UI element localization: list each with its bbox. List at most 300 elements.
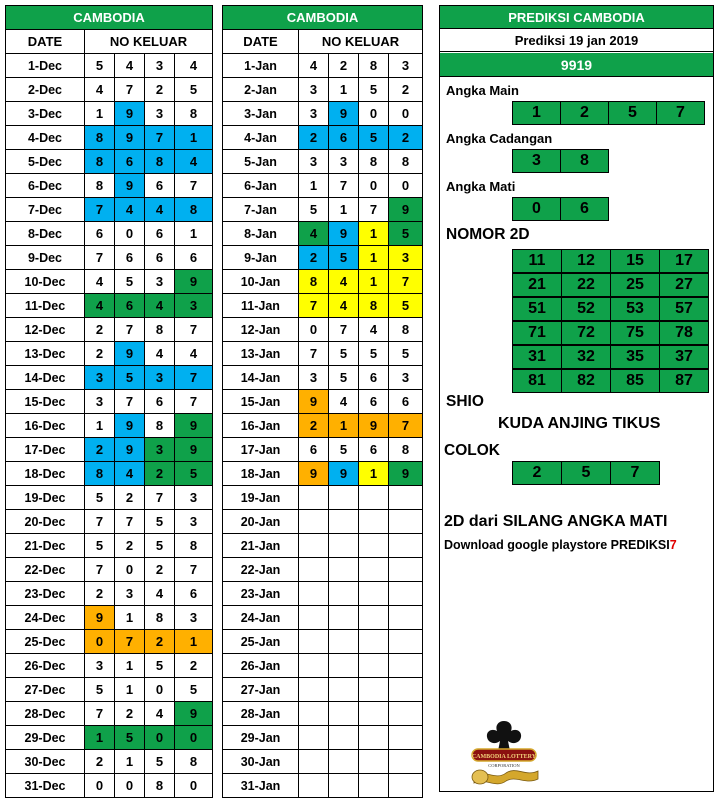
table-row bbox=[223, 726, 423, 750]
cambodia-table-dec bbox=[5, 5, 213, 798]
number-cell: 2 bbox=[299, 414, 329, 438]
nomor-2d-row bbox=[512, 249, 708, 273]
table-row bbox=[6, 246, 213, 270]
number-cell: 4 bbox=[145, 294, 175, 318]
date-cell: 22-Jan bbox=[223, 558, 299, 582]
number-cell bbox=[389, 486, 423, 510]
number-cell: 3 bbox=[145, 366, 175, 390]
number-cell: 8 bbox=[175, 534, 213, 558]
table-row bbox=[6, 222, 213, 246]
number-cell bbox=[299, 654, 329, 678]
prediction-title: PREDIKSI CAMBODIA bbox=[440, 6, 713, 29]
number-cell: 7 bbox=[175, 390, 213, 414]
number-cell: 7 bbox=[85, 510, 115, 534]
table-row bbox=[6, 270, 213, 294]
number-cell: 1 bbox=[329, 414, 359, 438]
number-cell: 8 bbox=[175, 198, 213, 222]
number-cell bbox=[329, 606, 359, 630]
number-cell: 8 bbox=[359, 54, 389, 78]
number-cell: 1 bbox=[85, 726, 115, 750]
date-cell: 11-Dec bbox=[6, 294, 85, 318]
number-cell: 3 bbox=[85, 390, 115, 414]
nomor-2d-cell: 81 bbox=[512, 369, 562, 393]
number-cell: 4 bbox=[329, 270, 359, 294]
number-cell: 5 bbox=[359, 342, 389, 366]
shio-values: KUDA ANJING TIKUS bbox=[498, 415, 661, 432]
numbers-header: NO KELUAR bbox=[299, 30, 423, 54]
number-cell bbox=[389, 750, 423, 774]
number-cell bbox=[359, 654, 389, 678]
table-row bbox=[223, 678, 423, 702]
number-cell: 1 bbox=[329, 198, 359, 222]
number-cell: 7 bbox=[329, 318, 359, 342]
number-cell bbox=[299, 726, 329, 750]
number-cell bbox=[299, 486, 329, 510]
number-cell: 7 bbox=[115, 318, 145, 342]
number-cell: 8 bbox=[145, 414, 175, 438]
number-cell: 0 bbox=[175, 774, 213, 798]
number-cell: 8 bbox=[175, 102, 213, 126]
nomor-2d-row bbox=[512, 321, 708, 345]
number-cell: 0 bbox=[115, 558, 145, 582]
number-cell: 0 bbox=[389, 174, 423, 198]
number-cell: 8 bbox=[145, 774, 175, 798]
download-number: 7 bbox=[669, 538, 677, 552]
date-cell: 16-Jan bbox=[223, 414, 299, 438]
number-cell: 6 bbox=[299, 438, 329, 462]
number-cell: 9 bbox=[115, 174, 145, 198]
table-row bbox=[223, 270, 423, 294]
number-cell: 5 bbox=[359, 78, 389, 102]
date-cell: 17-Dec bbox=[6, 438, 85, 462]
date-cell: 15-Dec bbox=[6, 390, 85, 414]
number-cell: 6 bbox=[359, 366, 389, 390]
number-cell: 3 bbox=[175, 294, 213, 318]
number-cell: 0 bbox=[145, 726, 175, 750]
table-row bbox=[6, 198, 213, 222]
table-title: CAMBODIA bbox=[223, 6, 423, 30]
number-cell: 8 bbox=[85, 126, 115, 150]
nomor-2d-cell: 51 bbox=[512, 297, 562, 321]
date-cell: 27-Dec bbox=[6, 678, 85, 702]
number-cell bbox=[389, 678, 423, 702]
number-cell: 5 bbox=[389, 294, 423, 318]
table-row bbox=[223, 102, 423, 126]
number-cell bbox=[389, 726, 423, 750]
number-cell: 2 bbox=[115, 486, 145, 510]
number-cell: 8 bbox=[359, 150, 389, 174]
nomor-2d-cell: 17 bbox=[659, 249, 709, 273]
number-cell: 3 bbox=[85, 366, 115, 390]
number-cell: 8 bbox=[85, 150, 115, 174]
date-cell: 30-Jan bbox=[223, 750, 299, 774]
number-cell: 9 bbox=[115, 102, 145, 126]
prediction-panel bbox=[439, 5, 714, 792]
table-row bbox=[223, 78, 423, 102]
number-cell: 1 bbox=[115, 678, 145, 702]
date-header: DATE bbox=[6, 30, 85, 54]
date-cell: 9-Jan bbox=[223, 246, 299, 270]
number-cell: 4 bbox=[85, 270, 115, 294]
number-cell bbox=[329, 678, 359, 702]
number-box: 1 bbox=[512, 101, 561, 125]
table-row bbox=[223, 534, 423, 558]
number-cell: 2 bbox=[145, 558, 175, 582]
number-cell bbox=[389, 654, 423, 678]
number-cell: 7 bbox=[115, 390, 145, 414]
table-row bbox=[6, 102, 213, 126]
table-row bbox=[6, 702, 213, 726]
number-cell: 3 bbox=[175, 486, 213, 510]
number-cell: 5 bbox=[115, 270, 145, 294]
cambodia-table-jan bbox=[222, 5, 423, 798]
table-row bbox=[6, 774, 213, 798]
date-cell: 6-Dec bbox=[6, 174, 85, 198]
angka-main-label: Angka Main bbox=[446, 83, 519, 98]
number-cell: 9 bbox=[389, 198, 423, 222]
number-cell: 3 bbox=[299, 102, 329, 126]
table-row bbox=[6, 486, 213, 510]
number-cell: 4 bbox=[145, 198, 175, 222]
number-cell: 4 bbox=[329, 294, 359, 318]
number-cell: 5 bbox=[329, 342, 359, 366]
nomor-2d-cell: 25 bbox=[610, 273, 660, 297]
number-cell: 2 bbox=[115, 702, 145, 726]
number-cell: 1 bbox=[85, 102, 115, 126]
number-cell: 8 bbox=[389, 150, 423, 174]
number-cell bbox=[299, 678, 329, 702]
number-cell: 7 bbox=[85, 702, 115, 726]
number-cell: 1 bbox=[359, 270, 389, 294]
number-cell: 9 bbox=[299, 390, 329, 414]
number-cell bbox=[299, 510, 329, 534]
number-cell: 3 bbox=[389, 54, 423, 78]
number-box: 3 bbox=[512, 149, 561, 173]
number-cell: 7 bbox=[329, 174, 359, 198]
number-cell bbox=[299, 630, 329, 654]
number-cell: 1 bbox=[175, 222, 213, 246]
table-row bbox=[223, 342, 423, 366]
number-cell: 1 bbox=[175, 126, 213, 150]
number-cell: 6 bbox=[175, 582, 213, 606]
number-cell: 3 bbox=[145, 270, 175, 294]
date-cell: 4-Jan bbox=[223, 126, 299, 150]
nomor-2d-cell: 75 bbox=[610, 321, 660, 345]
date-cell: 24-Dec bbox=[6, 606, 85, 630]
number-cell bbox=[329, 654, 359, 678]
table-row bbox=[223, 510, 423, 534]
table-row bbox=[223, 126, 423, 150]
number-cell bbox=[389, 582, 423, 606]
number-cell: 6 bbox=[359, 390, 389, 414]
number-cell: 7 bbox=[175, 174, 213, 198]
nomor-2d-cell: 27 bbox=[659, 273, 709, 297]
number-box: 6 bbox=[560, 197, 609, 221]
nomor-2d-cell: 82 bbox=[561, 369, 611, 393]
table-body-dec bbox=[6, 6, 213, 798]
number-cell: 9 bbox=[389, 462, 423, 486]
number-cell bbox=[359, 510, 389, 534]
number-cell: 7 bbox=[115, 510, 145, 534]
number-cell: 2 bbox=[175, 654, 213, 678]
number-cell: 7 bbox=[175, 558, 213, 582]
number-cell: 7 bbox=[175, 366, 213, 390]
number-cell: 4 bbox=[115, 462, 145, 486]
number-cell: 6 bbox=[115, 150, 145, 174]
number-cell bbox=[359, 486, 389, 510]
number-cell: 7 bbox=[85, 198, 115, 222]
number-cell: 6 bbox=[115, 246, 145, 270]
date-cell: 25-Dec bbox=[6, 630, 85, 654]
date-cell: 26-Dec bbox=[6, 654, 85, 678]
number-cell: 4 bbox=[145, 342, 175, 366]
number-cell: 1 bbox=[115, 606, 145, 630]
table-row bbox=[6, 414, 213, 438]
number-cell: 7 bbox=[115, 630, 145, 654]
number-cell: 5 bbox=[175, 678, 213, 702]
table-row bbox=[223, 750, 423, 774]
number-cell: 8 bbox=[299, 270, 329, 294]
number-cell: 2 bbox=[145, 462, 175, 486]
number-cell: 5 bbox=[145, 510, 175, 534]
logo-bottom-text: CORPORATION bbox=[488, 763, 520, 768]
nomor-2d-cell: 32 bbox=[561, 345, 611, 369]
number-cell: 9 bbox=[329, 102, 359, 126]
logo-top-text: CAMBODIA LOTTERY bbox=[471, 754, 537, 760]
table-row bbox=[223, 654, 423, 678]
number-cell: 7 bbox=[359, 198, 389, 222]
number-box: 0 bbox=[512, 197, 561, 221]
nomor-2d-cell: 87 bbox=[659, 369, 709, 393]
number-cell: 1 bbox=[175, 630, 213, 654]
table-row bbox=[6, 654, 213, 678]
number-cell: 6 bbox=[329, 126, 359, 150]
number-cell: 4 bbox=[85, 78, 115, 102]
colok-row bbox=[512, 461, 659, 485]
date-cell: 14-Dec bbox=[6, 366, 85, 390]
number-cell: 2 bbox=[145, 78, 175, 102]
date-cell: 12-Dec bbox=[6, 318, 85, 342]
number-cell: 6 bbox=[85, 222, 115, 246]
angka-cadangan-label: Angka Cadangan bbox=[446, 131, 553, 146]
number-cell: 3 bbox=[145, 438, 175, 462]
date-cell: 15-Jan bbox=[223, 390, 299, 414]
number-cell: 4 bbox=[145, 702, 175, 726]
date-cell: 2-Dec bbox=[6, 78, 85, 102]
number-cell: 2 bbox=[85, 342, 115, 366]
number-cell: 9 bbox=[115, 438, 145, 462]
table-row bbox=[6, 582, 213, 606]
number-cell: 1 bbox=[85, 414, 115, 438]
number-cell: 8 bbox=[85, 174, 115, 198]
number-cell: 5 bbox=[85, 678, 115, 702]
number-cell: 6 bbox=[115, 294, 145, 318]
date-cell: 2-Jan bbox=[223, 78, 299, 102]
date-cell: 3-Dec bbox=[6, 102, 85, 126]
number-cell bbox=[389, 510, 423, 534]
number-cell bbox=[389, 774, 423, 798]
number-cell: 4 bbox=[329, 390, 359, 414]
number-cell bbox=[329, 582, 359, 606]
date-cell: 28-Dec bbox=[6, 702, 85, 726]
number-cell: 1 bbox=[359, 246, 389, 270]
table-row bbox=[223, 438, 423, 462]
number-cell bbox=[299, 750, 329, 774]
number-cell: 4 bbox=[175, 150, 213, 174]
number-cell: 4 bbox=[85, 294, 115, 318]
table-row bbox=[6, 750, 213, 774]
number-cell: 5 bbox=[145, 654, 175, 678]
number-cell: 8 bbox=[389, 318, 423, 342]
table-row bbox=[223, 294, 423, 318]
date-cell: 16-Dec bbox=[6, 414, 85, 438]
number-cell: 0 bbox=[85, 630, 115, 654]
date-cell: 21-Dec bbox=[6, 534, 85, 558]
number-cell: 9 bbox=[115, 126, 145, 150]
number-cell bbox=[389, 534, 423, 558]
number-box: 7 bbox=[610, 461, 660, 485]
table-row bbox=[223, 390, 423, 414]
date-cell: 1-Jan bbox=[223, 54, 299, 78]
prediction-subtitle: Prediksi 19 jan 2019 bbox=[440, 29, 713, 52]
number-cell: 3 bbox=[175, 606, 213, 630]
number-cell: 9 bbox=[359, 414, 389, 438]
table-row bbox=[223, 366, 423, 390]
date-cell: 27-Jan bbox=[223, 678, 299, 702]
number-box: 5 bbox=[608, 101, 657, 125]
number-cell: 0 bbox=[389, 102, 423, 126]
table-row bbox=[223, 150, 423, 174]
nomor-2d-cell: 37 bbox=[659, 345, 709, 369]
number-cell: 7 bbox=[145, 126, 175, 150]
number-cell bbox=[359, 630, 389, 654]
date-cell: 14-Jan bbox=[223, 366, 299, 390]
number-cell: 4 bbox=[175, 342, 213, 366]
number-cell bbox=[329, 558, 359, 582]
number-cell: 2 bbox=[329, 54, 359, 78]
number-cell: 7 bbox=[389, 414, 423, 438]
date-cell: 19-Dec bbox=[6, 486, 85, 510]
date-cell: 1-Dec bbox=[6, 54, 85, 78]
number-cell: 1 bbox=[115, 654, 145, 678]
number-cell: 6 bbox=[145, 222, 175, 246]
angka-main-row bbox=[512, 101, 704, 125]
number-cell: 8 bbox=[389, 438, 423, 462]
number-cell: 7 bbox=[145, 486, 175, 510]
download-note bbox=[444, 538, 677, 552]
table-row bbox=[223, 318, 423, 342]
table-row bbox=[6, 678, 213, 702]
number-cell: 4 bbox=[115, 198, 145, 222]
number-cell: 6 bbox=[389, 390, 423, 414]
date-cell: 5-Jan bbox=[223, 150, 299, 174]
number-cell bbox=[299, 702, 329, 726]
table-row bbox=[223, 702, 423, 726]
shio-label: SHIO bbox=[446, 393, 484, 410]
number-cell: 2 bbox=[85, 582, 115, 606]
number-cell: 5 bbox=[85, 486, 115, 510]
number-cell: 2 bbox=[115, 534, 145, 558]
nomor-2d-cell: 31 bbox=[512, 345, 562, 369]
number-cell: 8 bbox=[175, 750, 213, 774]
table-row bbox=[223, 558, 423, 582]
number-cell: 9 bbox=[115, 414, 145, 438]
number-cell: 9 bbox=[299, 462, 329, 486]
number-cell: 4 bbox=[115, 54, 145, 78]
number-cell: 0 bbox=[359, 102, 389, 126]
number-cell: 3 bbox=[299, 366, 329, 390]
number-cell: 9 bbox=[329, 462, 359, 486]
table-row bbox=[6, 174, 213, 198]
number-cell: 1 bbox=[329, 78, 359, 102]
number-cell: 2 bbox=[299, 126, 329, 150]
number-cell: 0 bbox=[115, 774, 145, 798]
number-cell: 5 bbox=[389, 222, 423, 246]
number-cell: 5 bbox=[175, 462, 213, 486]
nomor-2d-cell: 21 bbox=[512, 273, 562, 297]
table-row bbox=[6, 150, 213, 174]
number-cell: 3 bbox=[145, 54, 175, 78]
date-cell: 13-Dec bbox=[6, 342, 85, 366]
date-cell: 10-Jan bbox=[223, 270, 299, 294]
date-cell: 13-Jan bbox=[223, 342, 299, 366]
download-text: Download google playstore PREDIKSI bbox=[444, 538, 670, 552]
number-cell bbox=[389, 558, 423, 582]
number-cell: 5 bbox=[329, 438, 359, 462]
number-box: 2 bbox=[512, 461, 562, 485]
table-row bbox=[223, 174, 423, 198]
number-cell: 0 bbox=[115, 222, 145, 246]
table-row bbox=[223, 582, 423, 606]
number-cell: 8 bbox=[145, 606, 175, 630]
number-cell: 7 bbox=[115, 78, 145, 102]
angka-mati-row bbox=[512, 197, 608, 221]
number-cell bbox=[299, 606, 329, 630]
table-row bbox=[6, 78, 213, 102]
nomor-2d-row bbox=[512, 345, 708, 369]
number-cell: 6 bbox=[359, 438, 389, 462]
date-cell: 18-Jan bbox=[223, 462, 299, 486]
number-box: 5 bbox=[561, 461, 611, 485]
number-cell: 6 bbox=[145, 246, 175, 270]
table-row bbox=[223, 54, 423, 78]
number-cell: 6 bbox=[145, 390, 175, 414]
number-cell bbox=[329, 534, 359, 558]
nomor-2d-cell: 22 bbox=[561, 273, 611, 297]
number-cell: 4 bbox=[145, 582, 175, 606]
nomor-2d-cell: 12 bbox=[561, 249, 611, 273]
angka-cadangan-row bbox=[512, 149, 608, 173]
date-cell: 23-Dec bbox=[6, 582, 85, 606]
number-cell: 5 bbox=[115, 726, 145, 750]
number-cell: 5 bbox=[175, 78, 213, 102]
date-cell: 3-Jan bbox=[223, 102, 299, 126]
cambodia-lottery-logo-icon bbox=[462, 717, 546, 789]
table-row bbox=[6, 54, 213, 78]
date-cell: 5-Dec bbox=[6, 150, 85, 174]
number-cell: 5 bbox=[85, 534, 115, 558]
number-cell: 9 bbox=[175, 702, 213, 726]
number-cell: 5 bbox=[145, 534, 175, 558]
number-cell: 3 bbox=[115, 582, 145, 606]
number-cell: 1 bbox=[299, 174, 329, 198]
date-cell: 6-Jan bbox=[223, 174, 299, 198]
date-cell: 7-Dec bbox=[6, 198, 85, 222]
nomor-2d-cell: 71 bbox=[512, 321, 562, 345]
table-row bbox=[6, 462, 213, 486]
number-cell: 9 bbox=[175, 270, 213, 294]
date-cell: 8-Dec bbox=[6, 222, 85, 246]
